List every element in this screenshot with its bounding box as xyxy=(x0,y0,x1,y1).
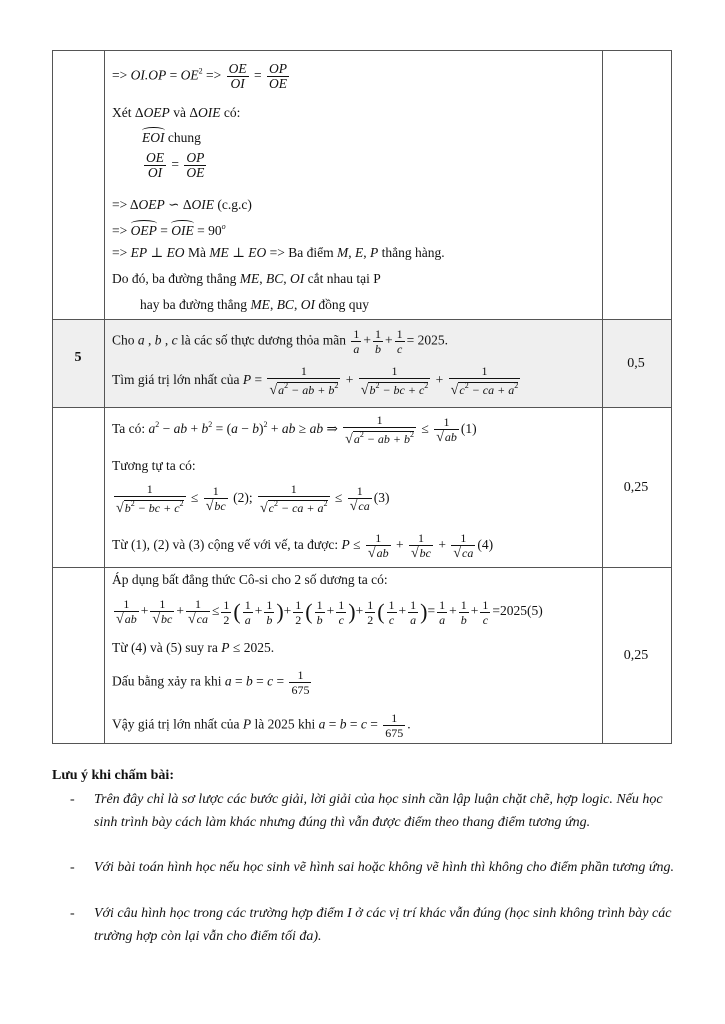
solution-line-4: Từ (1), (2) và (3) cộng vế với vế, ta được: P ≤ $\frac{1}{√ab}$ + $\frac{1}{√bc}$ + $\frac{1}{√ca}$ (4) xyxy=(112,531,494,561)
table-border-right xyxy=(671,50,672,744)
grading-note-1: - Trên đây chỉ là sơ lược các bước giải, lời giải của học sinh cần lập luận chặt chẽ, hợp logic. Nếu học sinh trình bày cách làm khác nhưng đúng thì vẫn được điểm theo thang điểm tương ứng. xyxy=(70,792,663,830)
solution-line-3: $\frac{1}{√b^2 - bc + c^2}$ ≤ $\frac{1}{√bc}$ (2); $\frac{1}{√c^2 - ca + a^2}$ ≤ $\frac{1}{√ca}$ (3) xyxy=(116,482,390,516)
score-solution-2: 0,25 xyxy=(623,648,649,663)
score-question: 0,5 xyxy=(627,356,645,371)
geometry-line-9: hay ba đường thẳng ME, BC, OI đồng quy xyxy=(140,297,369,312)
question-number: 5 xyxy=(74,350,82,365)
geometry-line-8: Do đó, ba đường thẳng ME, BC, OI cắt nhau tại P xyxy=(112,271,381,286)
grading-note-2: - Với bài toán hình học nếu học sinh vẽ hình sai hoặc không vẽ hình thì không cho điểm phần tương ứng. xyxy=(70,860,675,875)
table-border-bottom xyxy=(52,743,672,744)
grading-notes-title: Lưu ý khi chấm bài: xyxy=(52,768,174,783)
row-divider-solution xyxy=(52,567,672,568)
solution-line-2: Tương tự ta có: xyxy=(112,458,196,473)
solution-line-7: Từ (4) và (5) suy ra P ≤ 2025. xyxy=(112,640,275,655)
problem-statement-1: Cho a , b , c là các số thực dương thỏa mãn $\frac{1}{a}$ + $\frac{1}{b}$ + $\frac{1}{c}$ = 2025. xyxy=(112,327,448,356)
solution-line-9: Vậy giá trị lớn nhất của P là 2025 khi a = b = c = $\frac{1}{675}$ . xyxy=(112,711,411,740)
geometry-line-6: => OEP = OIE = $90^o$ xyxy=(112,222,226,238)
grading-note-3: - Với câu hình học trong các trường hợp điểm I ở các vị trí khác vẫn đúng (học sinh không trình bày các trường hợp còn lại vẫn cho điểm tối đa). xyxy=(70,906,672,944)
solution-line-1: Ta có: $a^2$ − ab + $b^2 = (a - b)^2$ + ab ≥ ab ⇒ $\frac{1}{√a^2 - ab + b^2}$ ≤ $\frac{1}{√ab}$ (1) xyxy=(112,413,477,447)
solution-line-8: Dấu bằng xảy ra khi a = b = c = $\frac{1}{675}$ xyxy=(112,668,310,697)
geometry-line-3: EOI chung xyxy=(142,127,201,146)
geometry-line-1: => $OI.OP = OE^2$ => $\frac{OE}{OI}$ = $\frac{OP}{OE}$ xyxy=(112,61,287,91)
geometry-line-7: => EP ⊥ EO Mà ME ⊥ EO => Ba điểm M, E, P thẳng hàng. xyxy=(112,245,445,260)
column-divider-1 xyxy=(104,50,105,744)
solution-line-6: $\frac{1}{√ab}$ + $\frac{1}{√bc}$ + $\frac{1}{√ca}$ ≤ $\frac{1}{2}$ ( $\frac{1}{a}$ + $\frac{1}{b}$ )+ $\frac{1}{2}$ ( $\frac{1}{b}$ + $\frac{1}{c}$ )+ $\frac{1}{2}$ ( $\frac{1}{c}$ + $\frac{1}{a}$ )= $\frac{1}{a}$ + $\frac{1}{b}$ + $\frac{1}{c}$ =2025(5) xyxy=(116,597,543,627)
geometry-line-2: Xét ΔOEP và ΔOIE có: xyxy=(112,105,241,120)
row-divider-q5-top xyxy=(52,319,672,320)
table-border-left xyxy=(52,50,53,744)
table-border-top xyxy=(52,50,672,51)
score-solution-1: 0,25 xyxy=(623,480,649,495)
problem-statement-2: Tìm giá trị lớn nhất của P = $\frac{1}{√a^2 - ab + b^2}$ + $\frac{1}{√b^2 - bc + c^2}$ + $\frac{1}{√c^2 - ca + a^2}$ xyxy=(112,364,519,398)
column-divider-2 xyxy=(602,50,603,744)
geometry-line-4: $\frac{OE}{OI}$ = $\frac{OP}{OE}$ xyxy=(146,150,205,180)
solution-line-5: Áp dụng bất đẳng thức Cô-si cho 2 số dương ta có: xyxy=(112,572,388,587)
geometry-line-5: => ΔOEP ∽ ΔOIE (c.g.c) xyxy=(112,197,252,212)
row-divider-q5-bottom xyxy=(52,407,672,408)
